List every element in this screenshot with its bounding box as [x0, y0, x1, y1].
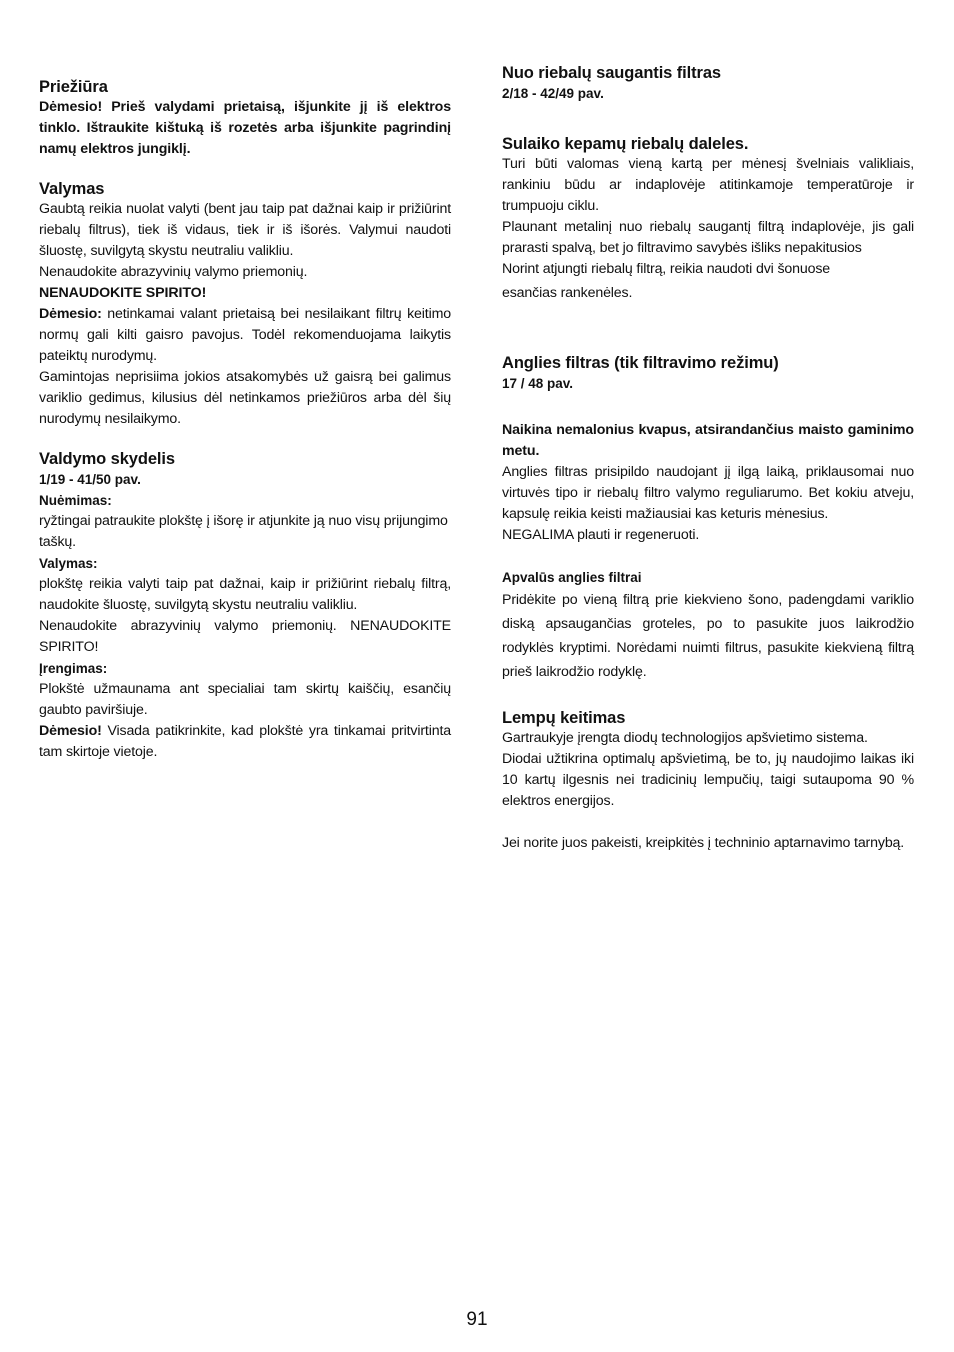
lempu-paragraph-1: Gartraukyje įrengta diodų technologijos apšvietimo sistema.: [502, 730, 868, 746]
figure-reference: 17 / 48 pav.: [502, 376, 574, 391]
sulaiko-paragraph-3a: Norint atjungti riebalų filtrą, reikia naudoti dvi šonuose: [502, 261, 831, 277]
demesio-text: Visada patikrinkite, kad plokštė yra tinkamai pritvirtinta tam skirtoje vietoje.: [39, 723, 451, 760]
sulaiko-paragraph-1: Turi būti valomas vieną kartą per mėnesį švelniais valikliais, rankiniu būdu ar indaplovėje atitinkamoje temperatūroje ir trumpuoju ciklu.: [502, 156, 914, 214]
nuemimas-label: Nuėmimas:: [39, 493, 112, 508]
demesio-paragraph: [39, 721, 451, 763]
figure-reference: 2/18 - 42/49 pav.: [502, 86, 604, 101]
section-title-valymas: Valymas: [39, 180, 105, 198]
irengimas-text: Plokštė užmaunama ant specialiai tam skirtų kaiščių, esančių gaubto paviršiuje.: [39, 681, 451, 718]
anglies-bold-paragraph: Naikina nemalonius kvapus, atsirandančius maisto gaminimo metu.: [502, 422, 914, 459]
section-sulaiko: [502, 134, 914, 304]
sulaiko-paragraph-2: Plaunant metalinį nuo riebalų saugantį filtrą indaplovėje, jis gali prarasti spalvą, bet jo filtravimo savybės išliks nepakitusios: [502, 219, 914, 256]
valymas-label: Valymas:: [39, 556, 98, 571]
demesio-label: Dėmesio!: [39, 723, 102, 739]
lempu-paragraph-3: Jei norite juos pakeisti, kreipkitės į techninio aptarnavimo tarnybą.: [502, 835, 905, 851]
valymas-text-2: Nenaudokite abrazyvinių valymo priemonių. NENAUDOKITE SPIRITO!: [39, 618, 451, 655]
anglies-paragraph-1: Anglies filtras prisipildo naudojant jį ilgą laiką, priklausomai nuo virtuvės tipo ir riebalų filtro valymo reguliarumo. Bet kokiu atveju, kapsulę reikia keisti mažiausiai kas keturis mėnesius.: [502, 464, 914, 522]
attention-text: netinkamai valant prietaisą bei nesilaikant filtrų keitimo normų gali kilti gaisro pavojus. Todėl rekomenduojama laikytis pateiktų nurodymų.: [39, 306, 451, 364]
section-title-prieziura: Priežiūra: [39, 78, 108, 96]
section-prieziura: [39, 77, 451, 160]
irengimas-label: Įrengimas:: [39, 661, 108, 676]
figure-reference: 1/19 - 41/50 pav.: [39, 472, 141, 487]
apvalus-paragraph: Pridėkite po vieną filtrą prie kiekvieno šono, padengdami variklio diską apsaugančias groteles, po to pasukite juos laikrodžio rodyklės kryptimi. Norėdami nuimti filtrus, pasukite kiekvieną filtrą prieš laikrodžio rodyklę.: [502, 592, 914, 680]
valymas-text-1: plokštę reikia valyti taip pat dažnai, kaip ir prižiūrint riebalų filtrą, naudokite šluostę, suvilgytą skystu neutraliu valikliu.: [39, 576, 451, 613]
section-nuo-riebalu: [502, 63, 914, 104]
section-title-lempu: Lempų keitimas: [502, 709, 626, 727]
section-valdymo-skydelis: [39, 449, 451, 763]
section-title-sulaiko: Sulaiko kepamų riebalų daleles.: [502, 135, 749, 153]
page-number: 91: [466, 1309, 488, 1330]
valymas-paragraph-2: Nenaudokite abrazyvinių valymo priemonių.: [39, 264, 308, 280]
nuemimas-text: ryžtingai patraukite plokštę į išorę ir atjunkite ją nuo visų prijungimo taškų.: [39, 513, 448, 550]
valymas-no-alcohol: NENAUDOKITE SPIRITO!: [39, 285, 207, 301]
section-title-anglies: Anglies filtras (tik filtravimo režimu): [502, 354, 779, 372]
section-title-apvalus: Apvalūs anglies filtrai: [502, 570, 642, 585]
section-lempu: [502, 708, 914, 854]
section-valymas: [39, 179, 451, 430]
valymas-paragraph-4: [39, 304, 451, 367]
lempu-paragraph-2: Diodai užtikrina optimalų apšvietimą, be to, jų naudojimo laikas iki 10 kartų ilgesnis nei tradicinių lempučių, taigi sutaupoma 90 % elektros energijos.: [502, 751, 914, 809]
section-anglies: [502, 353, 914, 546]
anglies-paragraph-2: NEGALIMA plauti ir regeneruoti.: [502, 527, 700, 543]
valymas-paragraph-5: Gamintojas neprisiima jokios atsakomybės už gaisrą bei galimus variklio gedimus, kilusius dėl netinkamos priežiūros arba dėl šių nurodymų nesilaikymo.: [39, 369, 451, 427]
attention-label: Dėmesio:: [39, 306, 102, 322]
valymas-paragraph-1: Gaubtą reikia nuolat valyti (bent jau taip pat dažnai kaip ir prižiūrint riebalų filtrus), tiek iš vidaus, tiek ir iš išorės. Valymui naudoti šluostę, suvilgytą skystu neutraliu valikliu.: [39, 201, 451, 259]
section-title-valdymo: Valdymo skydelis: [39, 450, 175, 468]
section-title-nuo-riebalu: Nuo riebalų saugantis filtras: [502, 64, 721, 82]
sulaiko-paragraph-3b: esančias rankenėles.: [502, 285, 633, 301]
section-apvalus: [502, 567, 914, 684]
safety-warning: Dėmesio! Prieš valydami prietaisą, išjunkite jį iš elektros tinklo. Ištraukite kištuką iš rozetės arba išjunkite pagrindinį namų elektros jungiklį.: [39, 99, 451, 157]
